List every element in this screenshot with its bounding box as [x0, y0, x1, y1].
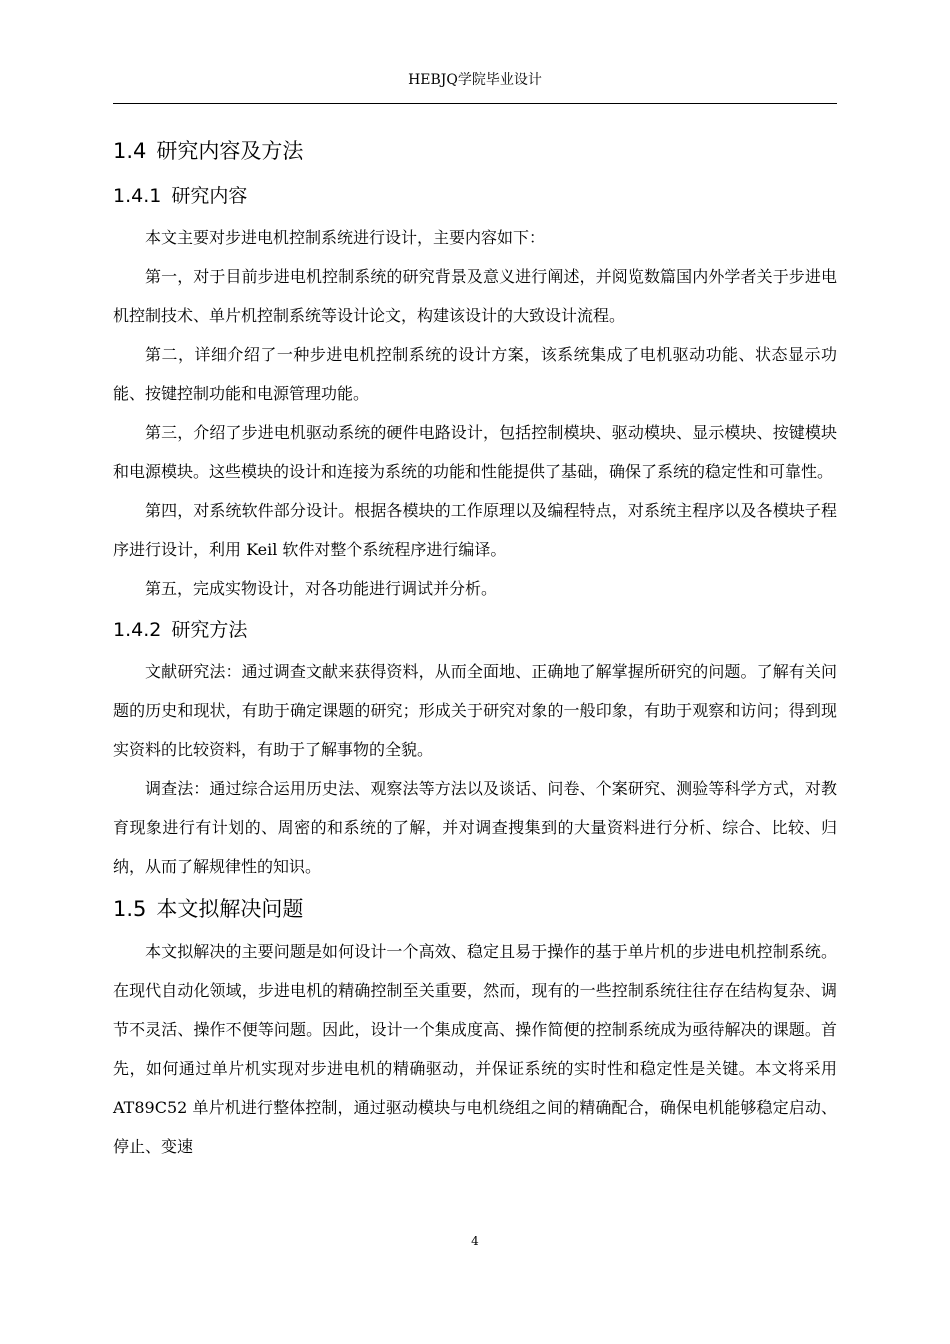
- subsection-heading-1-4-1: [113, 174, 837, 218]
- subsection-heading-1-4-2: [113, 608, 837, 652]
- paragraph: 第二，详细介绍了一种步进电机控制系统的设计方案，该系统集成了电机驱动功能、状态显示功能、按键控制功能和电源管理功能。: [113, 345, 837, 403]
- paragraph: 调查法：通过综合运用历史法、观察法等方法以及谈话、问卷、个案研究、测验等科学方式，对教育现象进行有计划的、周密的和系统的了解，并对调查搜集到的大量资料进行分析、综合、比较、归纳，从而了解规律性的知识。: [113, 779, 837, 876]
- section-number: 1.5: [113, 897, 147, 921]
- paragraph: 第五，完成实物设计，对各功能进行调试并分析。: [145, 579, 498, 598]
- paragraph: 第四，对系统软件部分设计。根据各模块的工作原理以及编程特点，对系统主程序以及各模块子程序进行设计，利用 Keil 软件对整个系统程序进行编译。: [113, 501, 837, 559]
- section-title: 研究方法: [171, 619, 248, 641]
- section-heading-1-5: [113, 886, 837, 932]
- paragraph: 文献研究法：通过调查文献来获得资料，从而全面地、正确地了解掌握所研究的问题。了解有关问题的历史和现状，有助于确定课题的研究；形成关于研究对象的一般印象，有助于观察和访问；得到现实资料的比较资料，有助于了解事物的全貌。: [113, 662, 837, 759]
- paragraph: 本文拟解决的主要问题是如何设计一个高效、稳定且易于操作的基于单片机的步进电机控制系统。在现代自动化领域，步进电机的精确控制至关重要，然而，现有的一些控制系统往往存在结构复杂、调节不灵活、操作不便等问题。因此，设计一个集成度高、操作简便的控制系统成为亟待解决的课题。首先，如何通过单片机实现对步进电机的精确驱动，并保证系统的实时性和稳定性是关键。本文将采用 AT89C52 单片机进行整体控制，通过驱动模块与电机绕组之间的精确配合，确保电机能够稳定启动、停止、变速: [113, 942, 837, 1156]
- section-number: 1.4.1: [113, 185, 162, 207]
- paragraph: 本文主要对步进电机控制系统进行设计，主要内容如下：: [145, 228, 546, 247]
- document-body: [113, 128, 837, 1166]
- page-header: HEBJQ学院毕业设计: [408, 72, 542, 88]
- header-rule: [113, 103, 837, 104]
- section-number: 1.4.2: [113, 619, 162, 641]
- section-title: 本文拟解决问题: [156, 897, 304, 921]
- section-number: 1.4: [113, 139, 147, 163]
- paragraph: 第三，介绍了步进电机驱动系统的硬件电路设计，包括控制模块、驱动模块、显示模块、按键模块和电源模块。这些模块的设计和连接为系统的功能和性能提供了基础，确保了系统的稳定性和可靠性。: [113, 423, 837, 481]
- section-title: 研究内容: [171, 185, 248, 207]
- page-number: 4: [471, 1234, 479, 1248]
- section-title: 研究内容及方法: [156, 139, 304, 163]
- section-heading-1-4: [113, 128, 837, 174]
- paragraph: 第一，对于目前步进电机控制系统的研究背景及意义进行阐述，并阅览数篇国内外学者关于步进电机控制技术、单片机控制系统等设计论文，构建该设计的大致设计流程。: [113, 267, 837, 325]
